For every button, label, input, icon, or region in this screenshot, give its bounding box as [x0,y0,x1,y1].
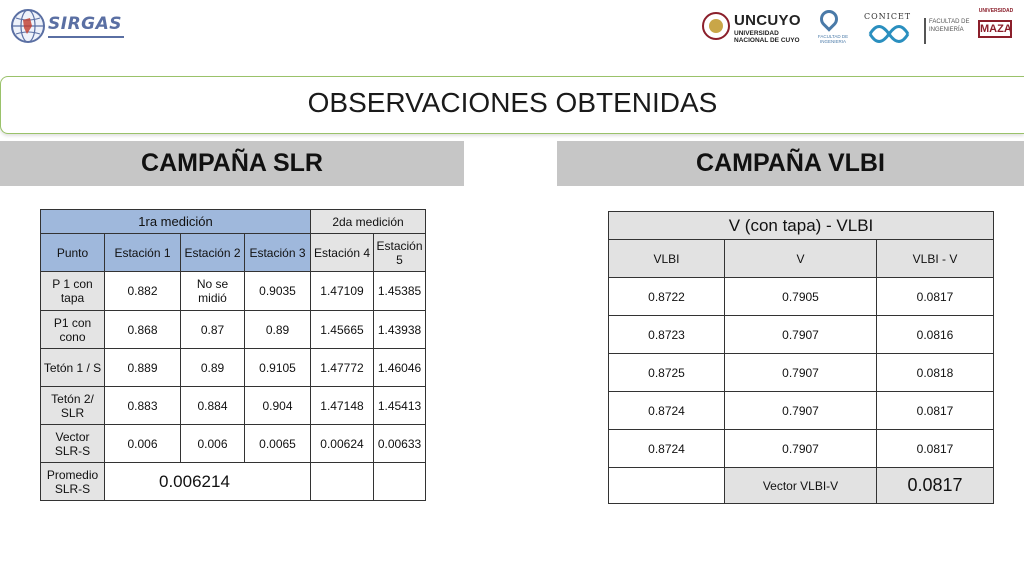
table-cell: 0.00633 [374,425,426,463]
uncuyo-name: UNCUYO [734,12,801,29]
page-title: OBSERVACIONES OBTENIDAS [307,87,718,118]
table-cell: 0.884 [181,387,245,425]
table-cell: 0.0817 [877,278,994,316]
column-header: Punto [41,234,105,272]
maza-name: MAZA [978,20,1012,38]
conicet-logo [864,12,914,42]
table-cell: 0.882 [105,272,181,311]
table-row [609,316,994,354]
column-header: Estación 2 [181,234,245,272]
empty-cell [311,463,374,501]
row-label: Tetón 2/ SLR [41,387,105,425]
empty-cell [609,468,725,504]
table-cell: 0.0818 [877,354,994,392]
result-label: Vector VLBI-V [725,468,877,504]
average-value: 0.006214 [105,463,311,501]
table-cell: 0.0816 [877,316,994,354]
table-cell: 1.45413 [374,387,426,425]
table-cell: 1.45665 [311,311,374,349]
table-cell: 0.0817 [877,392,994,430]
row-label: P1 con cono [41,311,105,349]
table-row [41,425,426,463]
table-row [41,349,426,387]
table-cell: 0.006 [181,425,245,463]
table-cell: 0.7905 [725,278,877,316]
table-cell: 0.8725 [609,354,725,392]
result-value: 0.0817 [877,468,994,504]
conicet-label: CONICET [864,12,912,21]
vlbi-table-title: V (con tapa) - VLBI [609,212,994,240]
table-cell: 0.8723 [609,316,725,354]
table-cell: 0.7907 [725,430,877,468]
engineering-emblem-icon [816,6,841,31]
table-cell: 1.46046 [374,349,426,387]
table-row [41,387,426,425]
vlbi-table [608,211,994,504]
average-row [41,463,426,501]
slr-column-header-row [41,234,426,272]
empty-cell [374,463,426,501]
university-seal-icon [702,12,730,40]
table-cell: 1.47109 [311,272,374,311]
table-cell: 0.7907 [725,316,877,354]
table-cell: No se midió [181,272,245,311]
slr-group-header-row [41,210,426,234]
column-header: Estación 1 [105,234,181,272]
table-cell: 0.9105 [245,349,311,387]
slr-table [40,209,426,501]
table-cell: 0.89 [245,311,311,349]
table-cell: 0.8724 [609,430,725,468]
table-row [609,392,994,430]
uncuyo-logo [702,10,802,46]
banner-slr: CAMPAÑA SLR [0,141,464,186]
table-cell: 1.47148 [311,387,374,425]
table-cell: 0.7907 [725,392,877,430]
uncuyo-line1: UNIVERSIDAD [734,30,779,37]
vlbi-header-row [609,212,994,240]
table-row [609,430,994,468]
table-row [609,354,994,392]
table-cell: 0.9035 [245,272,311,311]
column-header: Estación 3 [245,234,311,272]
sirgas-logo [8,6,123,48]
facultad-line2: INGENIERÍA [929,27,964,33]
column-header: Estación 5 [374,234,426,272]
table-cell: 1.47772 [311,349,374,387]
result-row [609,468,994,504]
column-header: Estación 4 [311,234,374,272]
table-row [41,272,426,311]
table-cell: 0.883 [105,387,181,425]
average-label: Promedio SLR-S [41,463,105,501]
table-cell: 0.006 [105,425,181,463]
row-label: Tetón 1 / S [41,349,105,387]
table-cell: 0.89 [181,349,245,387]
table-cell: 1.45385 [374,272,426,311]
table-cell: 0.0817 [877,430,994,468]
table-cell: 0.904 [245,387,311,425]
table-cell: 0.889 [105,349,181,387]
table-cell: 0.8724 [609,392,725,430]
vlbi-column-header-row [609,240,994,278]
globe-icon [8,6,48,46]
table-cell: 0.868 [105,311,181,349]
engineering-logo [812,10,852,46]
maza-top-label: UNIVERSIDAD [978,8,1014,14]
table-cell: 0.87 [181,311,245,349]
title-box [0,76,1024,134]
sirgas-wordmark: SIRGAS [48,14,123,34]
facultad-logo [924,18,970,44]
banner-vlbi: CAMPAÑA VLBI [557,141,1024,186]
maza-logo [976,8,1016,42]
row-label: Vector SLR-S [41,425,105,463]
facultad-line1: FACULTAD DE [929,19,970,25]
table-cell: 0.8722 [609,278,725,316]
column-header: VLBI - V [877,240,994,278]
column-header: VLBI [609,240,725,278]
column-header: V [725,240,877,278]
table-cell: 0.00624 [311,425,374,463]
table-cell: 0.0065 [245,425,311,463]
table-row [41,311,426,349]
divider [48,36,124,38]
row-label: P 1 con tapa [41,272,105,311]
uncuyo-line2: NACIONAL DE CUYO [734,37,800,44]
group-header-2da: 2da medición [311,210,426,234]
table-cell: 0.7907 [725,354,877,392]
table-cell: 1.43938 [374,311,426,349]
group-header-1ra: 1ra medición [41,210,311,234]
engineering-text: FACULTAD DE INGENIERIA [817,34,849,44]
table-row [609,278,994,316]
conicet-wave-icon [868,24,910,44]
